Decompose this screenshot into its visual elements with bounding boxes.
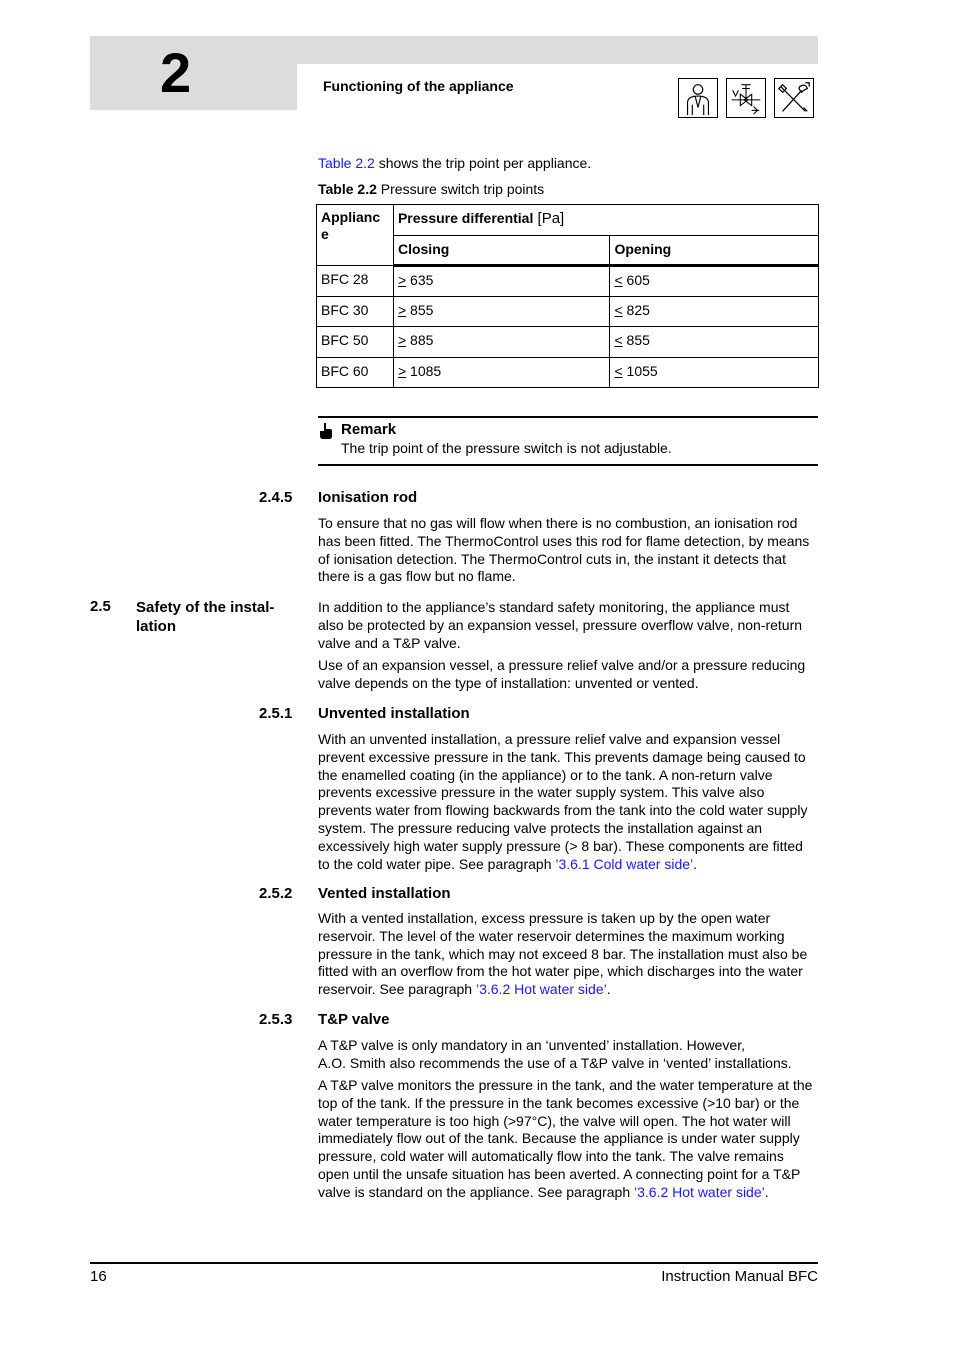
section-2-4-5-text: To ensure that no gas will flow when there is no combustion, an ionisation rod has been fitted. The ThermoControl uses this rod for flame detection, by means of ionisation detection. The ThermoControl cuts in, the instant it detects that there is a gas flow but no flame. [318,515,810,585]
section-number-2-5-1: 2.5.1 [259,705,293,722]
table-row: BFC 30 > 855 < 825 [317,296,819,327]
section-title-unvented: Unvented installation [318,705,470,722]
section-2-5-1-text: With an unvented installation, a pressure relief valve and expansion vessel prevent excessive pressure in the tank. This prevents damage being caused to the enamelled coating (in the appliance) or to the tank. A non-return valve prevents excessive pressure in the water supply system. This valve also prevents water from flowing backwards from the tank into the cold water supply system. The pressure reducing valve protects the installation against an excessively high water supply pressure (> 8 bar). These components are fitted to the cold water pipe. See paragraph ’3.6.1 Cold water side’. [318,731,808,872]
remark-title: Remark [341,421,397,438]
section-title-tp-valve: T&P valve [318,1011,390,1028]
col-header-opening: Opening [610,236,819,266]
manual-title: Instruction Manual BFC [661,1268,818,1285]
pointing-hand-icon [318,422,334,440]
table-link[interactable]: Table 2.2 [318,155,375,171]
hot-water-side-link[interactable]: ’3.6.2 Hot water side’ [475,981,607,998]
footer-rule [90,1262,818,1264]
valve-diagram-icon [726,78,766,118]
section-2-5-para-1: In addition to the appliance’s standard safety monitoring, the appliance must also be protected by an expansion vessel, pressure overflow valve, non-return valve and a T&P valve. [318,599,803,651]
page-number: 16 [90,1268,107,1285]
section-title-ionisation-rod: Ionisation rod [318,489,418,506]
chapter-number: 2 [160,41,192,104]
remark-text: The trip point of the pressure switch is not adjustable. [341,440,672,456]
section-2-5-3-para-2: A T&P valve monitors the pressure in the tank, and the water temperature at the top of the tank. If the pressure in the tank becomes excessive (>10 bar) or the water temperature is too high (>97°C), the valve will open. The hot water will immediately flow out of the tank. Because the appliance is under water supply pressure, cold water will automatically flow into the tank. The valve remains open until the unsafe situation has been averted. A connecting point for a T&P valve is standard on the appliance. See paragraph ’3.6.2 Hot water side’. [318,1077,813,1200]
col-header-closing: Closing [393,236,609,266]
trip-points-table [316,204,819,388]
section-number-2-5-2: 2.5.2 [259,885,293,902]
intro-text: Table 2.2 shows the trip point per appliance. [318,155,592,171]
section-title-safety: Safety of the instal- lation [136,599,275,635]
cold-water-side-link[interactable]: ’3.6.1 Cold water side’ [555,855,694,872]
tools-icon [774,78,814,118]
section-2-5-2-text: With a vented installation, excess pressure is taken up by the open water reservoir. The level of the water reservoir determines the maximum working pressure in the tank, which may not exceed 8 bar. The installation must also be fitted with an overflow from the hot water pipe, which discharges into the water reservoir. See paragraph ’3.6.2 Hot water side’. [318,910,808,998]
table-row: BFC 28 > 635 < 605 [317,266,819,297]
section-2-5-3-para-1: A T&P valve is only mandatory in an ‘unvented’ installation. However, A.O. Smith also recommends the use of a T&P valve in ‘vented’ installations. [318,1037,792,1071]
col-header-appliance: Applianc e [317,205,394,266]
table-row: BFC 50 > 885 < 855 [317,327,819,358]
hot-water-side-link-2[interactable]: ’3.6.2 Hot water side’ [634,1183,765,1200]
section-2-5-para-2: Use of an expansion vessel, a pressure relief valve and/or a pressure reducing valve depends on the type of installation: unvented or vented. [318,657,806,691]
col-header-pressure: Pressure differential [Pa] [393,205,818,236]
table-row: BFC 60 > 1085 < 1055 [317,357,819,388]
table-caption: Table 2.2 Pressure switch trip points [318,181,545,197]
person-icon [678,78,718,118]
section-number-2-5-3: 2.5.3 [259,1011,293,1028]
remark-bottom-rule [318,464,818,466]
remark-top-rule [318,416,818,418]
section-title-vented: Vented installation [318,885,451,902]
chapter-number-box [90,36,297,110]
section-number-2-4-5: 2.4.5 [259,489,293,506]
chapter-title: Functioning of the appliance [323,78,514,94]
section-number-2-5: 2.5 [90,598,111,615]
